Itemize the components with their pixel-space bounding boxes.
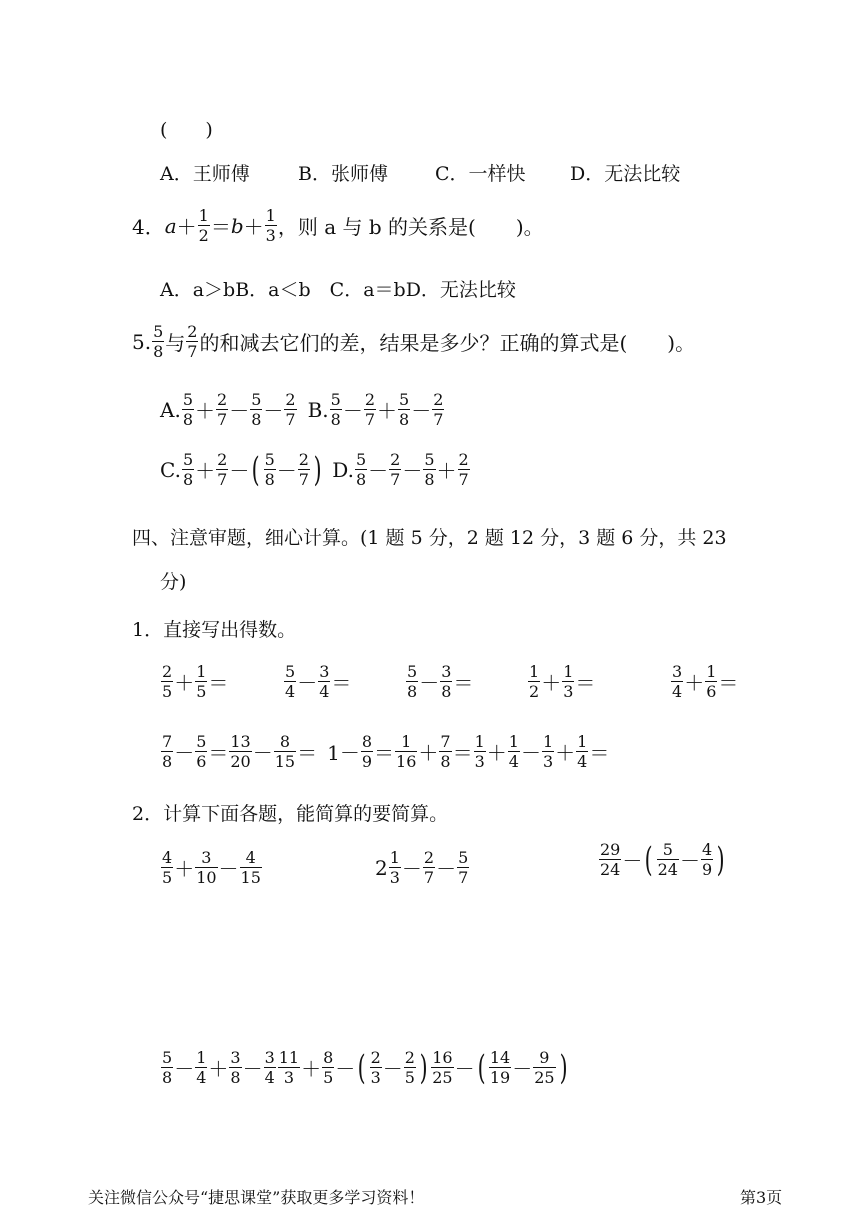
q5-options-ab[interactable]: A. $\frac{5}{8}$ ＋ $\frac{2}{7}$ － $\frac{5}{8}$ － $\frac{2}{7}$ B. $\frac{5}{8}$ － $\frac{2}{7}$ ＋ $\frac{5}{8}$ － $\frac{2}{7}$	[160, 390, 444, 429]
q1-title: 1．直接写出得数。	[132, 619, 297, 641]
calc-item: $\frac{4}{5}$ ＋ $\frac{3}{10}$ － $\frac{4}{15}$	[162, 848, 261, 887]
calc-item: 2 $\frac{1}{3}$ － $\frac{2}{7}$ － $\frac{5}{7}$	[375, 848, 469, 887]
q3-answer-paren: ( )	[160, 119, 213, 141]
q3-options	[160, 162, 760, 186]
page-number: 第3页	[740, 1188, 783, 1207]
q3-option-d[interactable]: D．无法比较	[570, 163, 681, 185]
calc-item: $\frac{29}{24}$ －( $\frac{5}{24}$ － $\frac{4}{9}$ )	[600, 839, 725, 880]
q3-option-c[interactable]: C．一样快	[435, 163, 526, 185]
footer-promo: 关注微信公众号“捷思课堂”获取更多学习资料！	[88, 1188, 425, 1207]
q5-options-cd[interactable]: C. $\frac{5}{8}$ ＋ $\frac{2}{7}$ －( $\frac{5}{8}$ － $\frac{2}{7}$ ) D. $\frac{5}{8}$ － $\frac{2}{7}$ － $\frac{5}{8}$ ＋ $\frac{2}{7}$	[160, 449, 469, 490]
q5-question: 5. $\frac{5}{8}$ 与 $\frac{2}{7}$ 的和减去它们的差，结果是多少？正确的算式是( )。	[132, 322, 696, 361]
calc-row-2: $\frac{7}{8}$ － $\frac{5}{6}$ ＝ $\frac{13}{20}$ － $\frac{8}{15}$ ＝ 1－ $\frac{8}{9}$ ＝ $\frac{1}{16}$ ＋ $\frac{7}{8}$ ＝ $\frac{1}{3}$ ＋ $\frac{1}{4}$ － $\frac{1}{3}$ ＋ $\frac{1}{4}$ ＝	[162, 732, 610, 771]
calc-item: $\frac{5}{4}$ － $\frac{3}{4}$ ＝	[285, 662, 352, 701]
section4-title-cont: 分)	[160, 571, 187, 593]
calc-item: $\frac{3}{4}$ ＋ $\frac{1}{6}$ ＝	[672, 662, 739, 701]
calc-row-3: $\frac{5}{8}$ － $\frac{1}{4}$ ＋ $\frac{3}{8}$ － $\frac{3}{4}$ $\frac{11}{3}$ ＋ $\frac{8}{5}$ －( $\frac{2}{3}$ － $\frac{2}{5}$ ) $\frac{16}{25}$ －( $\frac{14}{19}$ － $\frac{9}{25}$ )	[162, 1047, 568, 1088]
calc-item: $\frac{1}{2}$ ＋ $\frac{1}{3}$ ＝	[529, 662, 596, 701]
q3-option-b[interactable]: B．张师傅	[298, 163, 388, 185]
q3-option-a[interactable]: A．王师傅	[160, 163, 250, 185]
q4-question: 4．a＋ $\frac{1}{2}$ ＝b＋ $\frac{1}{3}$ ，则 a 与 b 的关系是( )。	[132, 206, 544, 245]
section4-title: 四、注意审题，细心计算。(1 题 5 分，2 题 12 分，3 题 6 分，共 23	[132, 527, 727, 549]
q2-title: 2．计算下面各题，能简算的要简算。	[132, 803, 449, 825]
calc-item: $\frac{5}{8}$ － $\frac{3}{8}$ ＝	[407, 662, 474, 701]
q4-options[interactable]: A．a＞bB．a＜b C．a＝bD．无法比较	[160, 279, 516, 301]
calc-item: $\frac{2}{5}$ ＋ $\frac{1}{5}$ ＝	[162, 662, 229, 701]
